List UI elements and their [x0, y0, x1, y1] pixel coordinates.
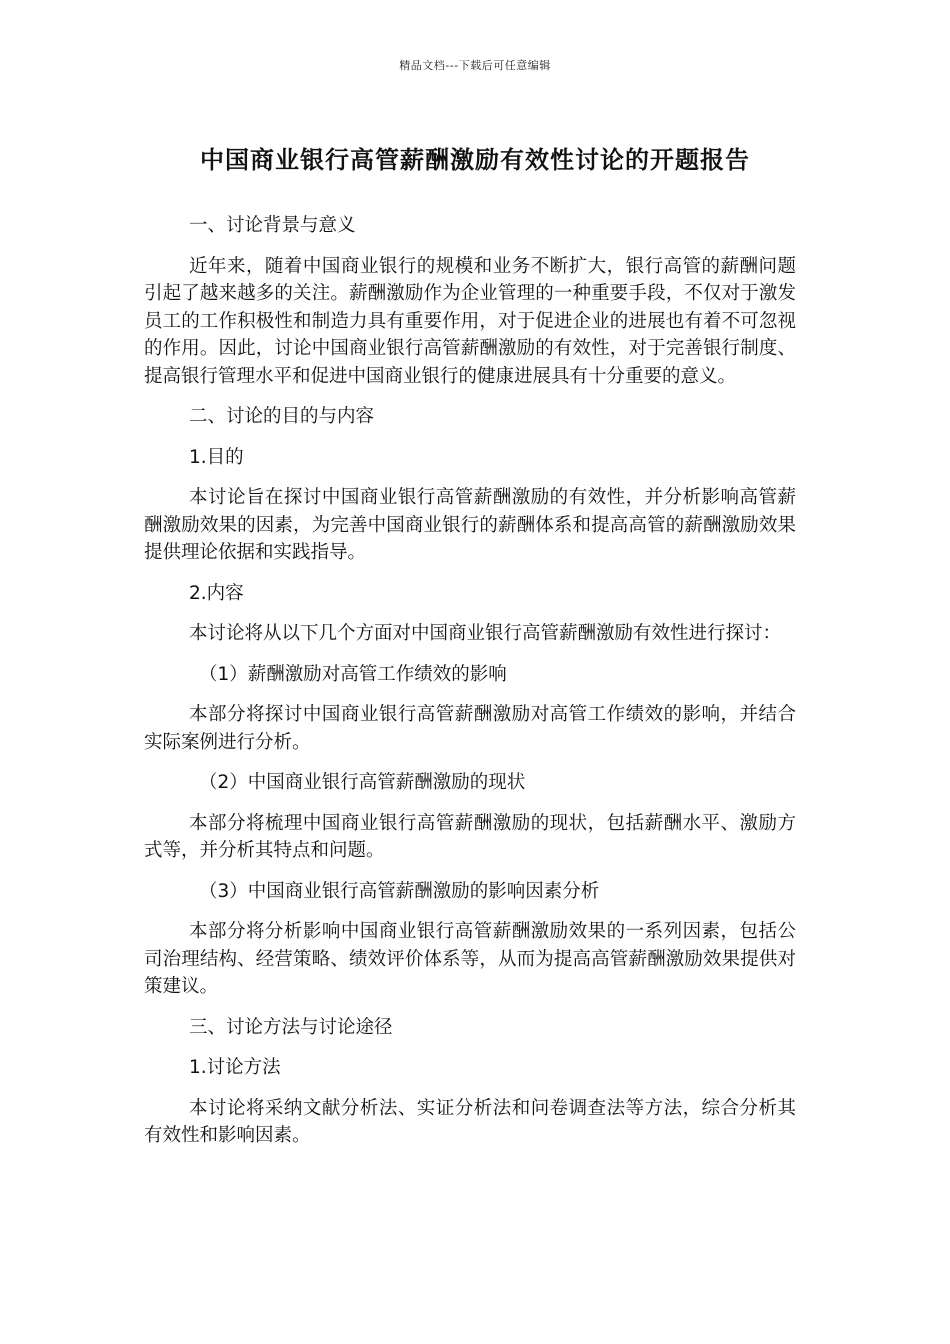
document-title: 中国商业银行高管薪酬激励有效性讨论的开题报告 — [200, 146, 750, 174]
subheading-purpose: 1.目的 — [189, 446, 244, 468]
purpose-paragraph: 本讨论旨在探讨中国商业银行高管薪酬激励的有效性，并分析影响高管薪酬激励效果的因素，为完善中国商业银行的薪酬体系和提高高管的薪酬激励效果提供理论依据和实践指导。 — [144, 487, 796, 563]
page-header: 精品文档---下载后可任意编辑 — [399, 59, 551, 72]
document-body — [144, 212, 796, 1150]
content-intro-paragraph: 本讨论将从以下几个方面对中国商业银行高管薪酬激励有效性进行探讨： — [189, 623, 782, 644]
item1-heading: （1）薪酬激励对高管工作绩效的影响 — [199, 663, 507, 685]
section-heading-purpose-content: 二、讨论的目的与内容 — [189, 406, 375, 427]
item1-paragraph: 本部分将探讨中国商业银行高管薪酬激励对高管工作绩效的影响，并结合实际案例进行分析。 — [144, 704, 796, 753]
item2-heading: （2）中国商业银行高管薪酬激励的现状 — [199, 772, 526, 793]
item2-paragraph: 本部分将梳理中国商业银行高管薪酬激励的现状，包括薪酬水平、激励方式等，并分析其特点和问题。 — [144, 812, 796, 861]
section-heading-background: 一、讨论背景与意义 — [189, 215, 356, 236]
section-heading-methods: 三、讨论方法与讨论途径 — [189, 1016, 393, 1038]
item3-heading: （3）中国商业银行高管薪酬激励的影响因素分析 — [199, 880, 600, 902]
subheading-methods: 1.讨论方法 — [189, 1057, 281, 1078]
background-paragraph: 近年来，随着中国商业银行的规模和业务不断扩大，银行高管的薪酬问题引起了越来越多的关注。薪酬激励作为企业管理的一种重要手段，不仅对于激发员工的工作积极性和制造力具有重要作用，对于促进企业的进展也有着不可忽视的作用。因此，讨论中国商业银行高管薪酬激励的有效性，对于完善银行制度、提高银行管理水平和促进中国商业银行的健康进展具有十分重要的意义。 — [144, 255, 796, 387]
subheading-content: 2.内容 — [189, 582, 244, 604]
methods-paragraph: 本讨论将采纳文献分析法、实证分析法和问卷调查法等方法，综合分析其有效性和影响因素。 — [144, 1097, 796, 1146]
item3-paragraph: 本部分将分析影响中国商业银行高管薪酬激励效果的一系列因素，包括公司治理结构、经营策略、绩效评价体系等，从而为提高高管薪酬激励效果提供对策建议。 — [144, 921, 796, 997]
